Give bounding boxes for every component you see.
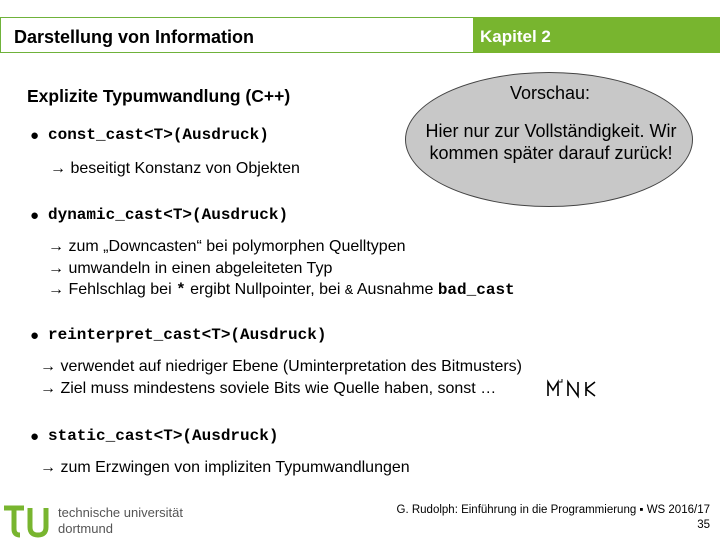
- bullet-icon: ●: [30, 127, 40, 144]
- code-bad-cast: bad_cast: [437, 281, 515, 299]
- note-text: → beseitigt Konstanz von Objekten: [50, 160, 300, 177]
- note-part: → Fehlschlag bei: [48, 281, 172, 298]
- preview-title: Vorschau:: [509, 83, 591, 103]
- bullet-icon: ●: [30, 327, 40, 344]
- bullet-icon: ●: [30, 428, 40, 445]
- note-text: → zum Erzwingen von impliziten Typumwandlungen: [40, 459, 410, 476]
- wingdings-symbols-icon: [546, 379, 602, 404]
- note-text: → umwandeln in einen abgeleiteten Typ: [48, 260, 333, 277]
- chapter-label: Kapitel 2: [480, 27, 551, 46]
- slide-section-title: Darstellung von Information: [14, 27, 255, 47]
- page-number: 35: [697, 519, 710, 531]
- note-text-mixed: [48, 281, 515, 299]
- code-const-cast: const_cast<T>(Ausdruck): [48, 126, 269, 144]
- note-part: ergibt Nullpointer, bei: [190, 281, 341, 298]
- note-text: → zum „Downcasten“ bei polymorphen Quelltypen: [48, 238, 406, 255]
- code-static-cast: static_cast<T>(Ausdruck): [48, 427, 279, 445]
- code-reinterpret-cast: reinterpret_cast<T>(Ausdruck): [48, 326, 327, 344]
- slide-heading: Explizite Typumwandlung (C++): [27, 86, 291, 106]
- star-symbol: *: [176, 281, 186, 299]
- course-text: G. Rudolph: Einführung in die Programmierung ▪ WS 2016/17: [396, 504, 710, 516]
- bullet-icon: ●: [30, 207, 40, 224]
- note-part: Ausnahme: [356, 281, 434, 298]
- footer-credits: [397, 503, 710, 533]
- code-dynamic-cast: dynamic_cast<T>(Ausdruck): [48, 206, 289, 224]
- logo-text: technische universität dortmund: [58, 505, 184, 536]
- ampersand-symbol: &: [344, 283, 354, 299]
- note-text: → verwendet auf niedriger Ebene (Uminterpretation des Bitmusters): [40, 358, 522, 375]
- preview-text: Hier nur zur Vollständigkeit. Wir kommen später darauf zurück!: [425, 121, 677, 163]
- note-text: → Ziel muss mindestens soviele Bits wie Quelle haben, sonst …: [40, 380, 497, 397]
